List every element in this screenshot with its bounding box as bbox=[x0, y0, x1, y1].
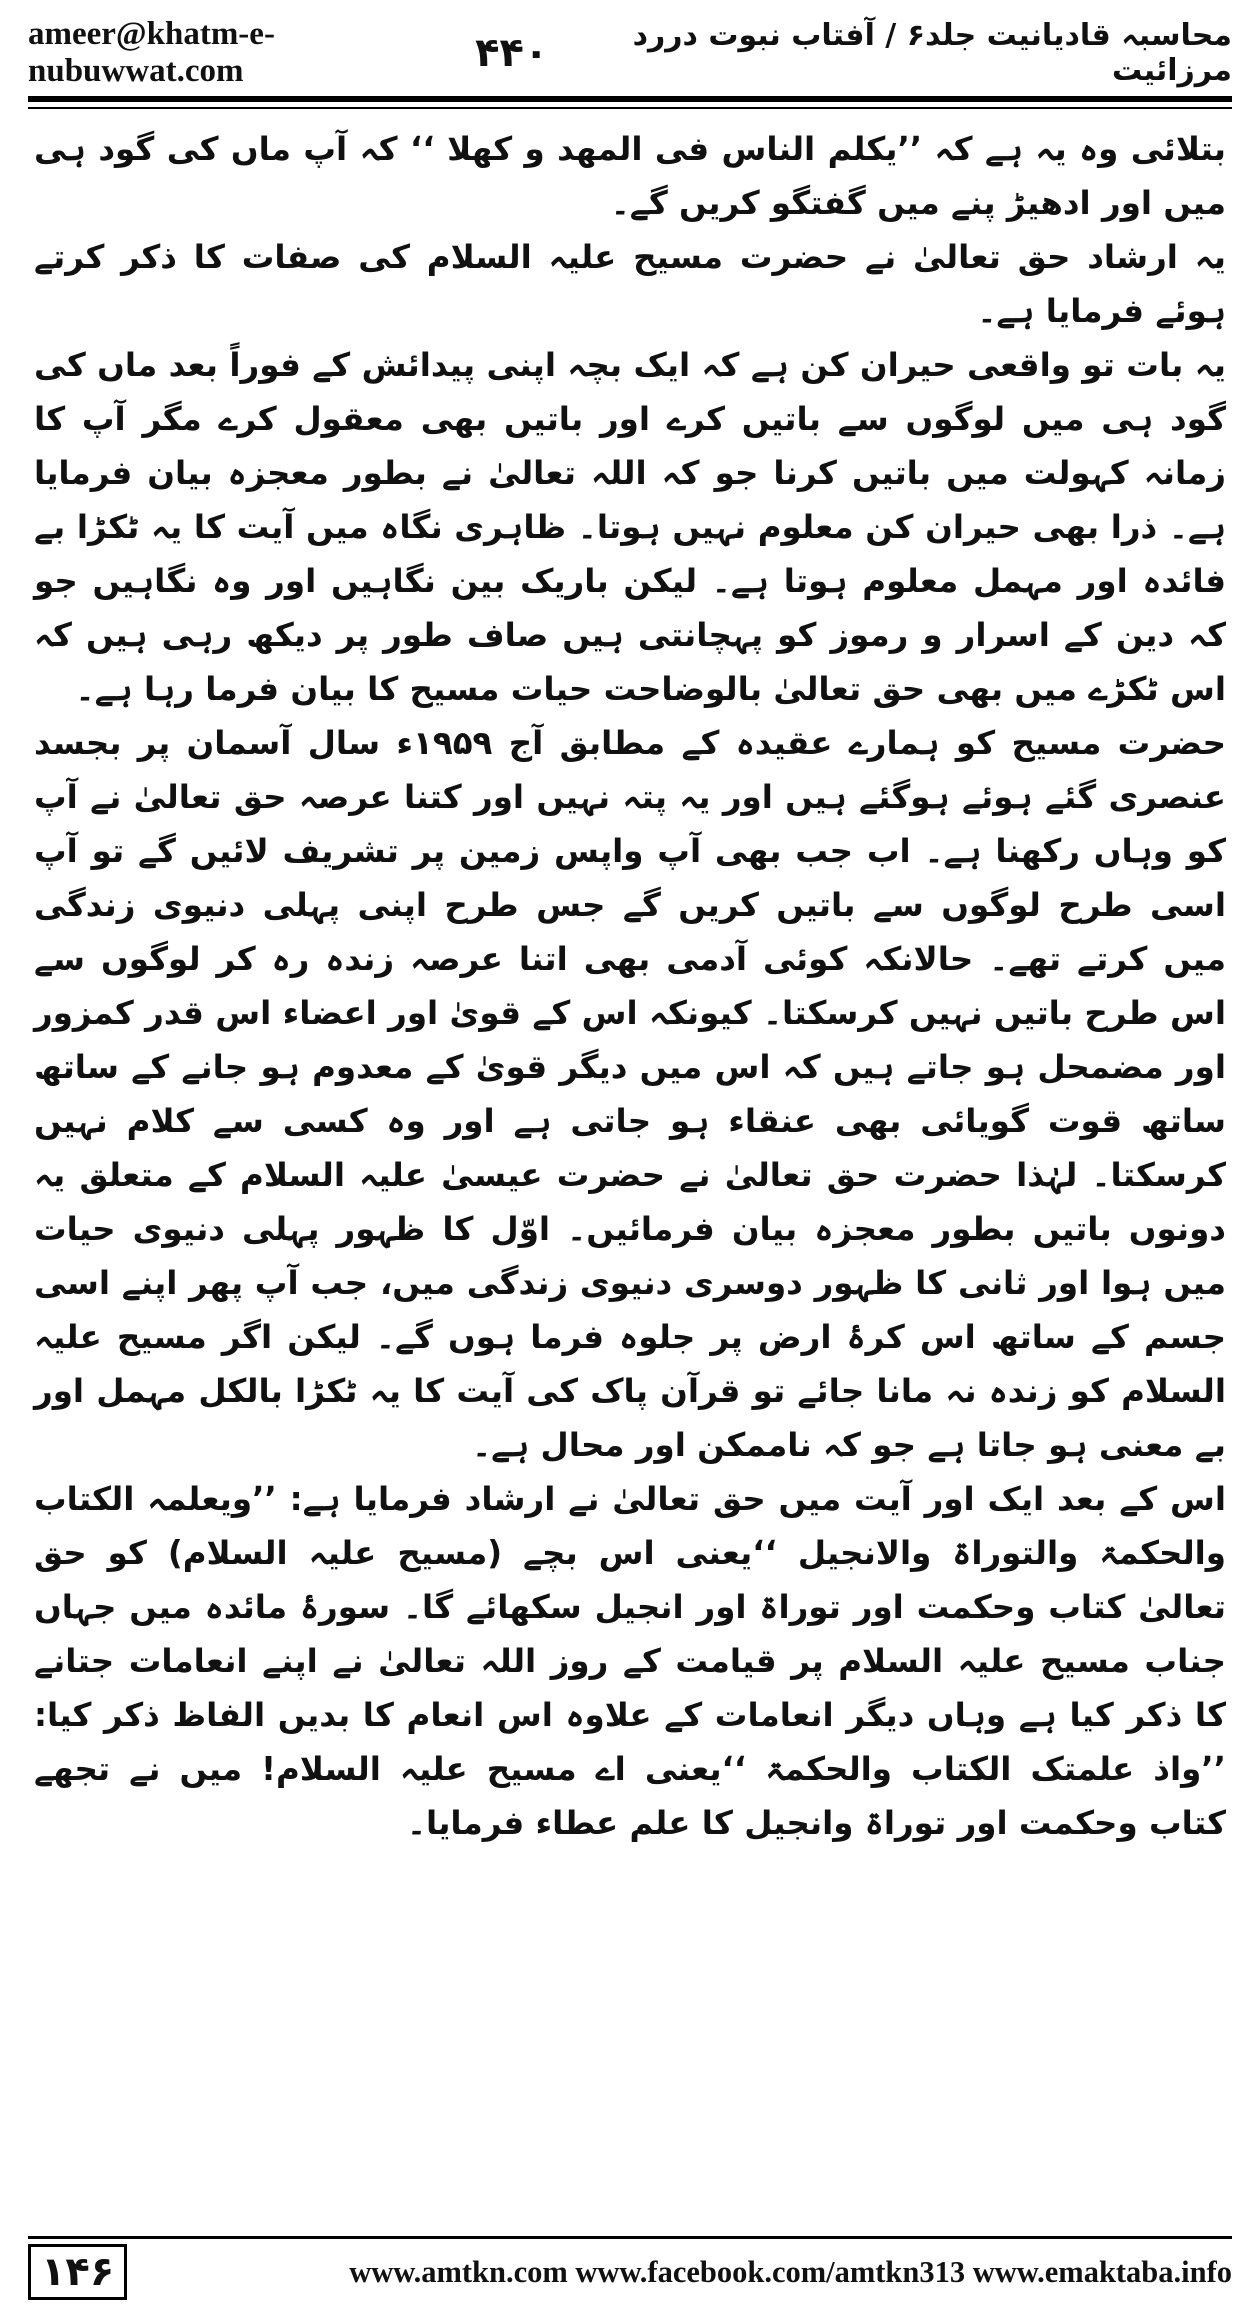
footer-page-number: ۱۴۶ bbox=[28, 2244, 127, 2300]
header-email[interactable]: ameer@khatm-e-nubuwwat.com bbox=[28, 16, 275, 89]
header-left bbox=[28, 16, 548, 90]
paragraph-4: حضرت مسیح کو ہمارے عقیدہ کے مطابق آج ۱۹۵۹ء سال آسمان پر بجسد عنصری گئے ہوئے ہوگئے ہیں اور یہ پتہ نہیں اور کتنا عرصہ حق تعالیٰ نے آپ کو وہاں رکھنا ہے۔ اب جب بھی آپ واپس زمین پر تشریف لائیں گے تو آپ اسی طرح لوگوں سے باتیں کریں گے جس طرح اپنی پہلی دنیوی زندگی میں کرتے تھے۔ حالانکہ کوئی آدمی بھی اتنا عرصہ زندہ رہ کر لوگوں سے اس طرح باتیں نہیں کرسکتا۔ کیونکہ اس کے قویٰ اور اعضاء اس قدر کمزور اور مضمحل ہو جاتے ہیں کہ اس میں دیگر قویٰ کے معدوم ہو جانے کے ساتھ ساتھ قوت گویائی بھی عنقاء ہو جاتی ہے اور وہ کسی سے کلام نہیں کرسکتا۔ لہٰذا حضرت حق تعالیٰ نے حضرت عیسیٰ علیہ السلام کے متعلق یہ دونوں باتیں بطور معجزہ بیان فرمائیں۔ اوّل کا ظہور پہلی دنیوی حیات میں ہوا اور ثانی کا ظہور دوسری دنیوی زندگی میں، جب آپ پھر اپنے اسی جسم کے ساتھ اس کرۂ ارض پر جلوہ فرما ہوں گے۔ لیکن اگر مسیح علیہ السلام کو زندہ نہ مانا جائے تو قرآن پاک کی آیت کا یہ ٹکڑا بالکل مہمل اور بے معنی ہو جاتا ہے جو کہ ناممکن اور محال ہے۔ bbox=[34, 724, 1227, 1464]
footer-links[interactable]: www.amtkn.com www.facebook.com/amtkn313 www.emaktaba.info bbox=[349, 2254, 1232, 2289]
paragraph-3: یہ بات تو واقعی حیران کن ہے کہ ایک بچہ اپنی پیدائش کے فوراً بعد ماں کی گود ہی میں لوگوں سے باتیں کرے اور باتیں بھی معقول کرے مگر آپ کا زمانہ کہولت میں باتیں کرنا جو کہ اللہ تعالیٰ نے بطور معجزہ بیان فرمایا ہے۔ ذرا بھی حیران کن معلوم نہیں ہوتا۔ ظاہری نگاہ میں آیت کا یہ ٹکڑا بے فائدہ اور مہمل معلوم ہوتا ہے۔ لیکن باریک بین نگاہیں اور وہ نگاہیں جو کہ دین کے اسرار و رموز کو پہچانتی ہیں صاف طور پر دیکھ رہی ہیں کہ اس ٹکڑے میں بھی حق تعالیٰ بالوضاحت حیات مسیح کا بیان فرما رہا ہے۔ bbox=[34, 346, 1226, 708]
paragraph-1: بتلائی وہ یہ ہے کہ ’’یکلم الناس فی المھد و کھلا ‘‘ کہ آپ ماں کی گود ہی میں اور ادھیڑ پنے میں گفتگو کریں گے۔ bbox=[34, 130, 1226, 222]
header-rule-thick bbox=[28, 96, 1232, 102]
page-body bbox=[34, 122, 1226, 1850]
header-title: محاسبہ قادیانیت جلد۶ / آفتاب نبوت دررد مرزائیت bbox=[632, 18, 1232, 88]
paragraph-5: اس کے بعد ایک اور آیت میں حق تعالیٰ نے ارشاد فرمایا ہے: ’’ویعلمہ الکتاب والحکمۃ والتوراۃ والانجیل ‘‘یعنی اس بچے (مسیح علیہ السلام) کو حق تعالیٰ کتاب وحکمت اور توراۃ اور انجیل سکھائے گا۔ سورۂ مائدہ میں جہاں جناب مسیح علیہ السلام پر قیامت کے روز اللہ تعالیٰ نے اپنے انعامات جتانے کا ذکر کیا ہے وہاں دیگر انعامات کے علاوہ اس انعام کا بدیں الفاظ ذکر کیا: ’’واذ علمتک الکتاب والحکمۃ ‘‘یعنی اے مسیح علیہ السلام! میں نے تجھے کتاب وحکمت اور توراۃ وانجیل کا علم عطاء فرمایا۔ bbox=[34, 1480, 1226, 1842]
paragraph-2: یہ ارشاد حق تعالیٰ نے حضرت مسیح علیہ السلام کی صفات کا ذکر کرتے ہوئے فرمایا ہے۔ bbox=[34, 238, 1226, 330]
page-footer bbox=[28, 2244, 1232, 2300]
page-header bbox=[28, 18, 1232, 88]
footer-rule bbox=[28, 2236, 1232, 2239]
header-rule-thin bbox=[28, 107, 1232, 109]
header-page-number: ۴۴۰ bbox=[475, 30, 549, 76]
